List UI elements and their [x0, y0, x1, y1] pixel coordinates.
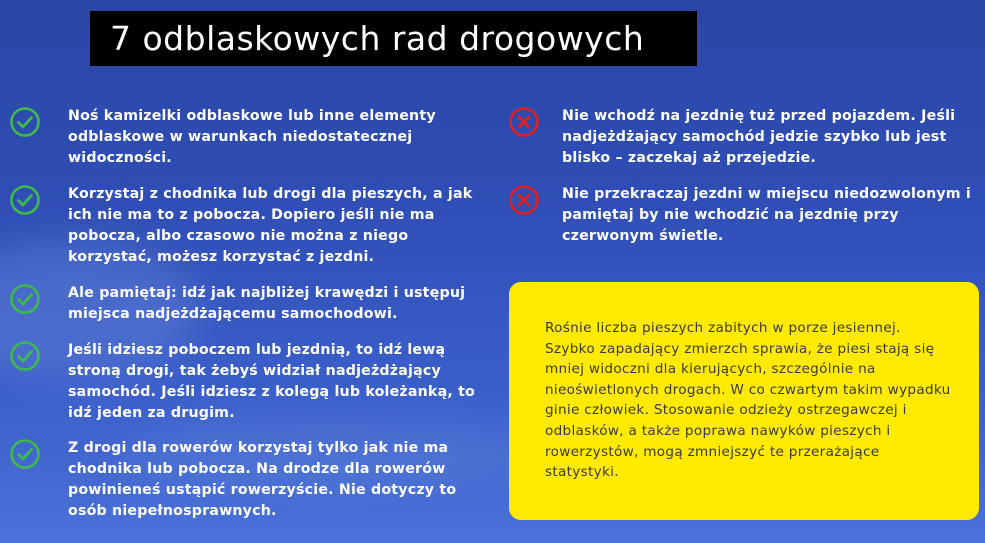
cross-circle-icon: [508, 184, 540, 216]
info-note-text: Rośnie liczba pieszych zabitych w porze jesiennej. Szybko zapadający zmierzch sprawia, że piesi stają się mniej widoczni dla kierujących, szczególnie na nieoświetlonych drogach. W co czwartym takim wypadku ginie człowiek. Stosowanie odzieży ostrzegawczej i odblasków, a także poprawa nawyków pieszych i rowerzystów, mogą zmniejszyć te przerażające statystyki.: [545, 320, 951, 481]
check-circle-icon: [9, 438, 41, 470]
info-note-box: [509, 282, 979, 520]
tip-item: [9, 283, 488, 325]
warning-item: [508, 106, 982, 169]
tip-text: Korzystaj z chodnika lub drogi dla pieszych, a jak ich nie ma to z pobocza. Dopiero jeśli nie ma pobocza, albo czasowo nie można z niego korzystać, możesz korzystać z jezdni.: [68, 186, 473, 265]
warning-item: [508, 184, 982, 247]
tip-text: Noś kamizelki odblaskowe lub inne elementy odblaskowe w warunkach niedostatecznej widoczności.: [68, 108, 436, 166]
page-title: 7 odblaskowych rad drogowych: [110, 19, 645, 58]
tip-text: Z drogi dla rowerów korzystaj tylko jak nie ma chodnika lub pobocza. Na drodze dla rowerów powinieneś ustąpić rowerzyście. Nie dotyczy to osób niepełnosprawnych.: [68, 440, 457, 519]
tip-item: [9, 438, 488, 522]
tip-item: [9, 106, 488, 169]
warning-text: Nie wchodź na jezdnię tuż przed pojazdem. Jeśli nadjeżdżający samochód jedzie szybko lub jest blisko – zaczekaj aż przejedzie.: [562, 108, 956, 166]
tip-text: Jeśli idziesz poboczem lub jezdnią, to idź lewą stroną drogi, tak żebyś widział nadjeżdżający samochód. Jeśli idziesz z kolegą lub koleżanką, to idź jeden za drugim.: [68, 342, 475, 421]
check-circle-icon: [9, 106, 41, 138]
check-circle-icon: [9, 283, 41, 315]
tip-item: [9, 184, 488, 268]
check-circle-icon: [9, 184, 41, 216]
cross-circle-icon: [508, 106, 540, 138]
tip-item: [9, 340, 488, 424]
warning-text: Nie przekraczaj jezdni w miejscu niedozwolonym i pamiętaj by nie wchodzić na jezdnię przy czerwonym świetle.: [562, 186, 971, 244]
tip-text: Ale pamiętaj: idź jak najbliżej krawędzi i ustępuj miejsca nadjeżdżającemu samochodowi.: [68, 285, 466, 322]
title-banner: [90, 11, 697, 66]
check-circle-icon: [9, 340, 41, 372]
